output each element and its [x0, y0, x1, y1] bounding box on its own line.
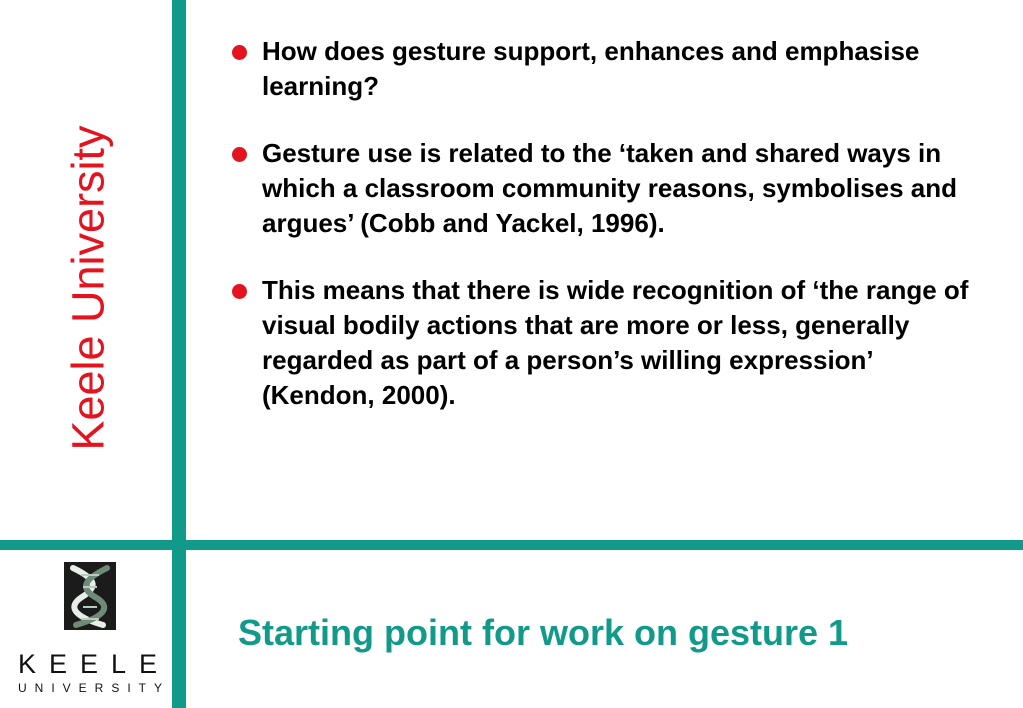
dna-helix-svg: [64, 562, 116, 630]
bullet-dot-icon: [232, 147, 247, 162]
bullet-dot-icon: [232, 284, 247, 299]
logo-wordmark: KEELE: [18, 649, 171, 679]
horizontal-divider: [0, 540, 1023, 550]
bullet-list: [232, 34, 972, 445]
bullet-dot-icon: [232, 45, 247, 60]
side-title: Keele University: [62, 125, 114, 451]
bullet-item: [232, 136, 972, 241]
bullet-text: Gesture use is related to the ‘taken and shared ways in which a classroom community reasons, symbolises and argues’ (Cobb and Yackel, 1996).: [262, 138, 958, 238]
keele-university-logo: [0, 550, 172, 708]
dna-helix-icon: [64, 562, 116, 630]
slide-title: Starting point for work on gesture 1: [238, 612, 849, 653]
vertical-divider: [172, 0, 186, 708]
bullet-text: How does gesture support, enhances and emphasise learning?: [262, 36, 920, 101]
bullet-item: [232, 34, 972, 104]
logo-subtitle: UNIVERSITY: [18, 681, 171, 695]
bullet-text: This means that there is wide recognition of ‘the range of visual bodily actions that are more or less, generally regarded as part of a person’s willing expression’ (Kendon, 2000).: [262, 275, 969, 410]
bullet-item: [232, 273, 972, 413]
